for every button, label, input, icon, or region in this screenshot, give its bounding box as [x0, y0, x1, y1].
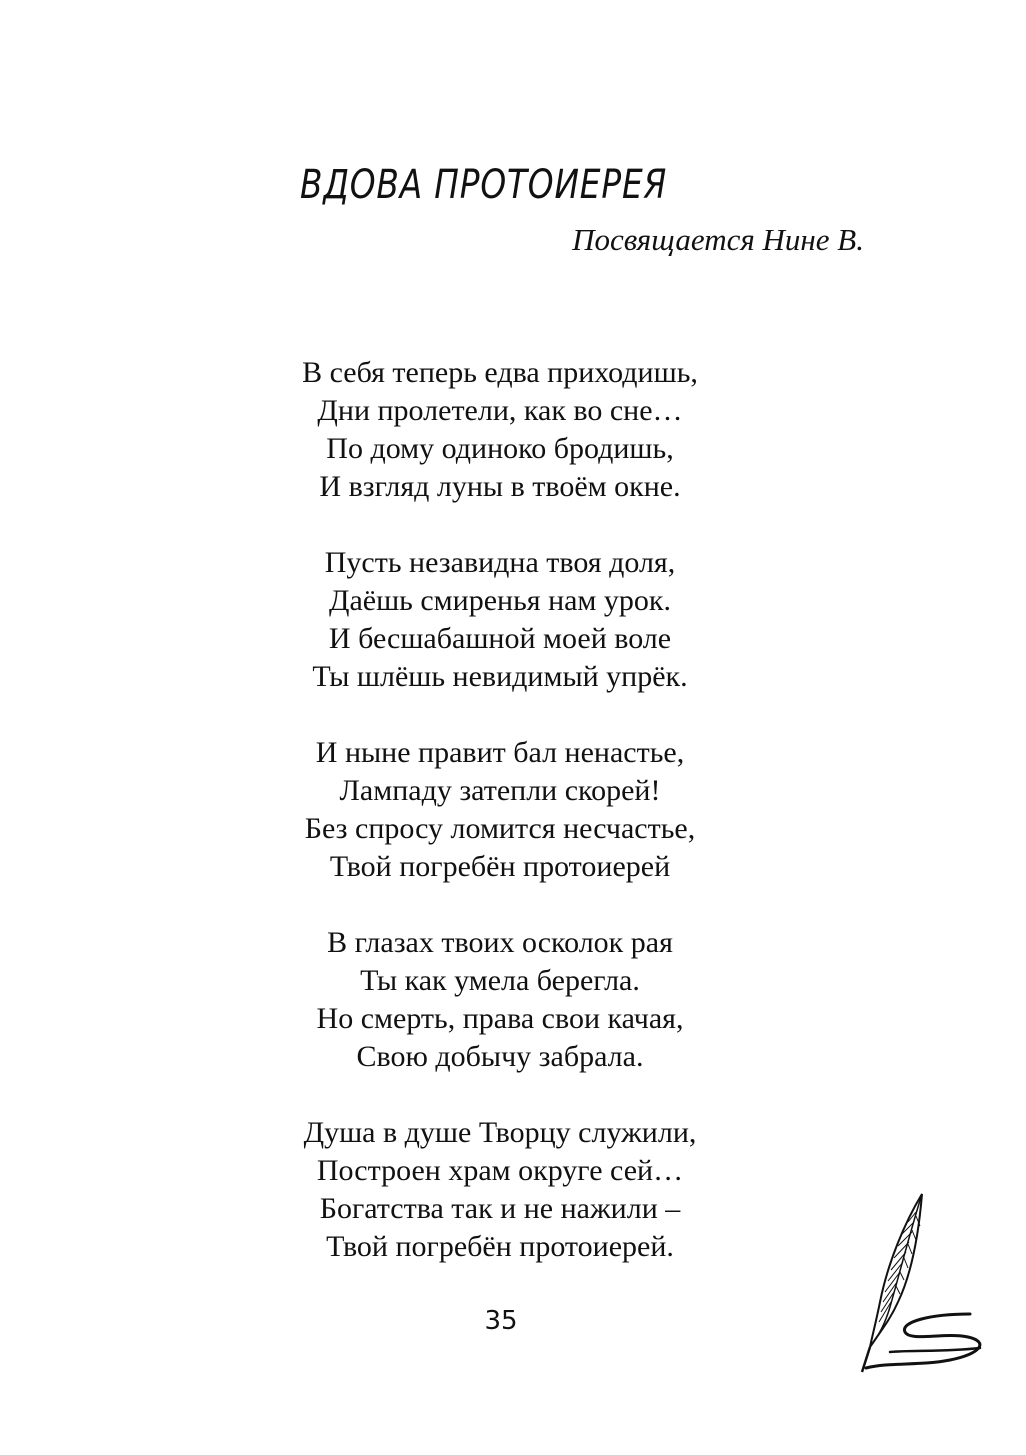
poem-line: Ты как умела берегла.: [360, 964, 640, 997]
poem-line: Без спросу ломится несчастье,: [304, 812, 696, 845]
stanza-3: [0, 734, 1000, 886]
poem-line: Построен храм округе сей…: [316, 1154, 684, 1187]
quill-pen-icon: [850, 1182, 1000, 1382]
poem-line: Пусть незавидна твоя доля,: [324, 546, 676, 579]
poem-line: Лампаду затепли скорей!: [339, 774, 661, 807]
poem-body: [0, 354, 1000, 1304]
poem-line: И взгляд луны в твоём окне.: [319, 470, 681, 503]
poem-line: Даёшь смиренья нам урок.: [328, 584, 671, 617]
poem-line: Богатства так и не нажили –: [319, 1192, 681, 1225]
poem-line: Душа в душе Творцу служили,: [303, 1116, 697, 1149]
stanza-4: [0, 924, 1000, 1076]
poem-line: Но смерть, права свои качая,: [316, 1002, 684, 1035]
stanza-1: [0, 354, 1000, 506]
poem-line: Свою добычу забрала.: [356, 1040, 644, 1073]
stanza-2: [0, 544, 1000, 696]
dedication: Посвящается Нине В.: [572, 222, 864, 257]
poem-line: И бесшабашной моей воле: [328, 622, 672, 655]
poem-line: Твой погребён протоиерей.: [326, 1230, 674, 1263]
poem-line: Дни пролетели, как во сне…: [317, 394, 683, 427]
poem-line: Ты шлёшь невидимый упрёк.: [312, 660, 688, 693]
poem-line: В глазах твоих осколок рая: [327, 926, 673, 959]
page-number: 35: [484, 1306, 518, 1336]
poem-line: И ныне правит бал ненастье,: [315, 736, 685, 769]
poem-line: По дому одиноко бродишь,: [326, 432, 674, 465]
poem-line: В себя теперь едва приходишь,: [302, 356, 698, 389]
poem-line: Твой погребён протоиерей: [329, 850, 671, 883]
poem-title: ВДОВА ПРОТОИЕРЕЯ: [300, 162, 668, 208]
